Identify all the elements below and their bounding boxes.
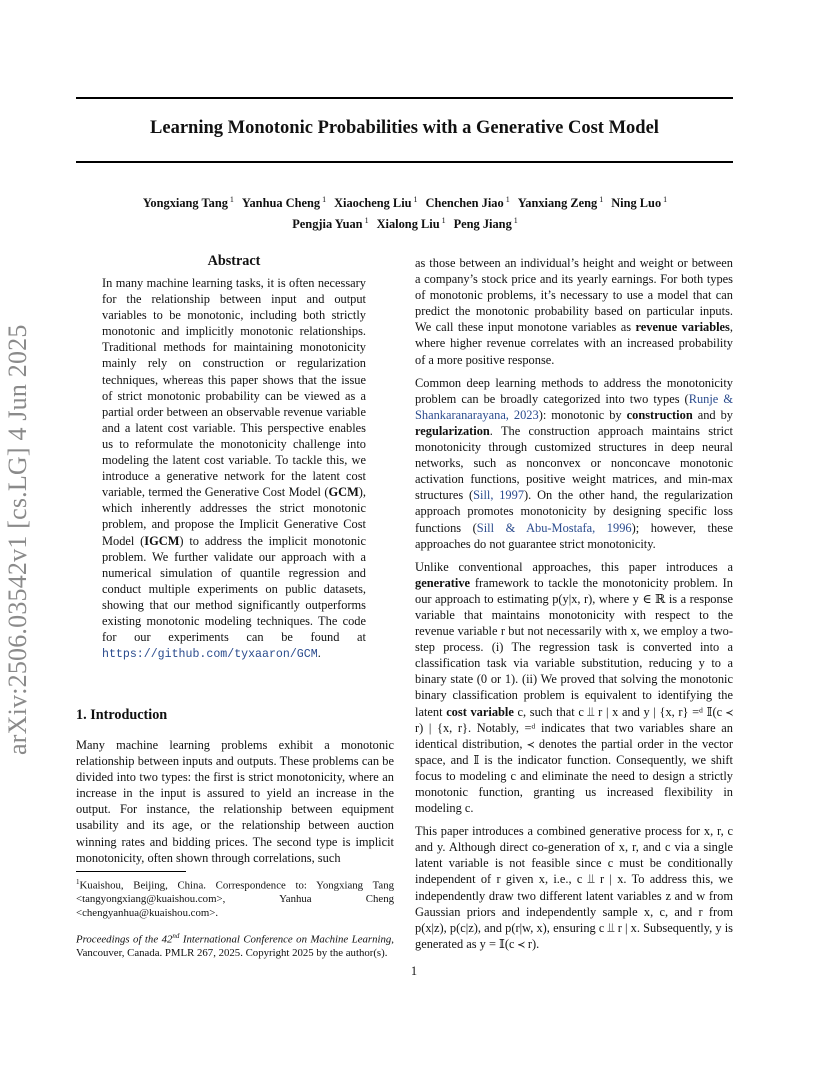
footnote-rule — [76, 871, 186, 872]
page-number: 1 — [410, 964, 418, 978]
affiliation-mark: 1 — [505, 195, 510, 204]
author-name: Xialong Liu — [376, 217, 440, 232]
title-bottom-rule — [76, 161, 733, 163]
paragraph: Unlike conventional approaches, this paper introduces a generative framework to tackle the monotonicity problem. In our approach to estimating p(y|x, r), where y ∈ ℝ is a response variable that maintains monotonicity with respect to the revenue variable r but not necessarily with x, we employ a two-step process. (i) The regression task is converted into a classification task via variable substitution, reducing y to a binary state (0 or 1). (ii) We proved that solving the monotonic binary classification problem is equivalent to identifying the latent cost variable c, such that c ⫫ r | x and y | {x, r} =ᵈ 𝕀(c ≺ r) | {x, r}. Notably, =ᵈ indicates that two variables share an identical distribution, ≺ denotes the partial order in the vector space, and 𝕀 is the indicator function. Consequently, we shift focus to modeling c and eliminate the need to design a strictly monotonic function, granting us increased flexibility in modeling c. — [415, 559, 733, 816]
affiliation-mark: 1 — [322, 195, 327, 204]
footnote: $^1$Kuaishou, Beijing, China. Correspondence to: Yongxiang Tang <tangyongxiang@kuaishou.com>, Yanhua Cheng <chengyanhua@kuaishou.com>. — [76, 878, 394, 919]
abstract-heading: Abstract — [207, 253, 261, 269]
author — [611, 196, 667, 210]
author — [454, 217, 518, 231]
author — [292, 217, 368, 231]
affiliation-mark: 1 — [513, 216, 518, 226]
author-name: Yongxiang Tang — [142, 196, 228, 211]
author — [242, 196, 326, 210]
affiliation-mark: 1 — [413, 195, 418, 204]
author-name: Pengjia Yuan — [292, 217, 363, 232]
citation-link[interactable]: Runje & Shankaranarayana, 2023 — [415, 391, 733, 422]
author — [426, 196, 510, 210]
author-name: Yanhua Cheng — [241, 196, 321, 211]
affiliation-mark: 1 — [229, 195, 234, 204]
section-heading-introduction: 1. Introduction — [76, 707, 168, 723]
author — [143, 196, 234, 210]
author-list — [90, 191, 720, 233]
arxiv-stamp: arXiv:2506.03542v1 [cs.LG] 4 Jun 2025 — [3, 324, 32, 756]
author-name: Chenchen Jiao — [425, 196, 504, 211]
paper-title: Learning Monotonic Probabilities with a Generative Cost Model — [150, 118, 659, 138]
affiliation-mark: 1 — [364, 216, 369, 226]
code-link[interactable]: https://github.com/tyxaaron/GCM — [102, 648, 318, 662]
affiliation-mark: 1 — [599, 195, 604, 204]
author — [518, 196, 604, 210]
proceedings-note: Proceedings of the 42nd International Conference on Machine Learning, Vancouver, Canada. PMLR 267, 2025. Copyright 2025 by the author(s). — [76, 932, 394, 960]
author — [334, 196, 417, 210]
right-column — [415, 255, 733, 959]
author-name: Yanxiang Zeng — [517, 196, 598, 211]
intro-text: Many machine learning problems exhibit a monotonic relationship between inputs and outputs. These problems can be divided into two types: the first is strict monotonicity, where an increase in the input is assured to yield an increase in the output. For instance, the relationship between equipment usability and its age, or the relationship between auction winning rates and bidding prices. The second type is implicit monotonicity, often shown through correlations, such — [76, 738, 394, 865]
author — [377, 217, 446, 231]
abstract-text: In many machine learning tasks, it is often necessary for the relationship between input and output variables to be monotonic, including both strictly monotonic and implicitly monotonic relationships. Traditional methods for maintaining monotonicity mainly rely on construction or regularization techniques, whereas this paper shows that the issue of strict monotonic probability can be viewed as a partial order between an observable revenue variable and a latent cost variable. This perspective enables us to reformulate the monotonicity challenge into modeling the latent cost variable. To tackle this, we introduce a generative network for the latent cost variable, termed the Generative Cost Model (GCM), which inherently addresses the strict monotonic problem, and propose the Implicit Generative Cost Model (IGCM) to address the implicit monotonic problem. We further validate our approach with a numerical simulation of quantile regression and conduct multiple experiments on public datasets, showing that our method significantly outperforms existing monotonic modeling techniques. The code for our experiments can be found at https://github.com/tyxaaron/GCM. — [102, 276, 366, 662]
author-name: Xiaocheng Liu — [334, 196, 412, 211]
affiliation-mark: 1 — [441, 216, 446, 226]
author-name: Peng Jiang — [453, 217, 512, 232]
affiliation-mark: 1 — [663, 195, 668, 204]
citation-link[interactable]: Sill & Abu-Mostafa, 1996 — [476, 520, 632, 535]
paragraph: Common deep learning methods to address the monotonicity problem can be broadly categorized into two types (Runje & Shankaranarayana, 2023): monotonic by construction and by regularization. The construction approach maintains strict monotonicity through customized structures in deep neural networks, such as nonconvex or nonconcave monotonic activation functions, positive weight matrices, and min-max structures (Sill, 1997). On the other hand, the regularization approach promotes monotonicity by designing specific loss functions (Sill & Abu-Mostafa, 1996); however, these approaches do not guarantee strict monotonicity. — [415, 375, 733, 551]
paragraph: This paper introduces a combined generative process for x, r, c and y. Although direct co-generation of x, r, and c via a single latent variable is not feasible since c must be conditionally independent of r given x, i.e., c ⫫ r | x. To address this, we independently draw two different latent variables z and w from Gaussian priors and independently sample x, c, and r from p(x|z), p(c|z), and p(r|w, x), ensuring c ⫫ r | x. Subsequently, y is generated as y = 𝕀(c ≺ r). — [415, 824, 733, 951]
citation-link[interactable]: Sill, 1997 — [473, 488, 525, 503]
paragraph: as those between an individual’s height and weight or between a company’s stock price and its yearly earnings. For both types of monotonic problems, it’s necessary to use a model that can predict the monotonic probability based on particular inputs. We call these input monotone variables as revenue variables, where higher revenue correlates with an increased probability of a more positive response. — [415, 256, 733, 367]
title-top-rule — [76, 97, 733, 99]
author-name: Ning Luo — [611, 196, 662, 211]
